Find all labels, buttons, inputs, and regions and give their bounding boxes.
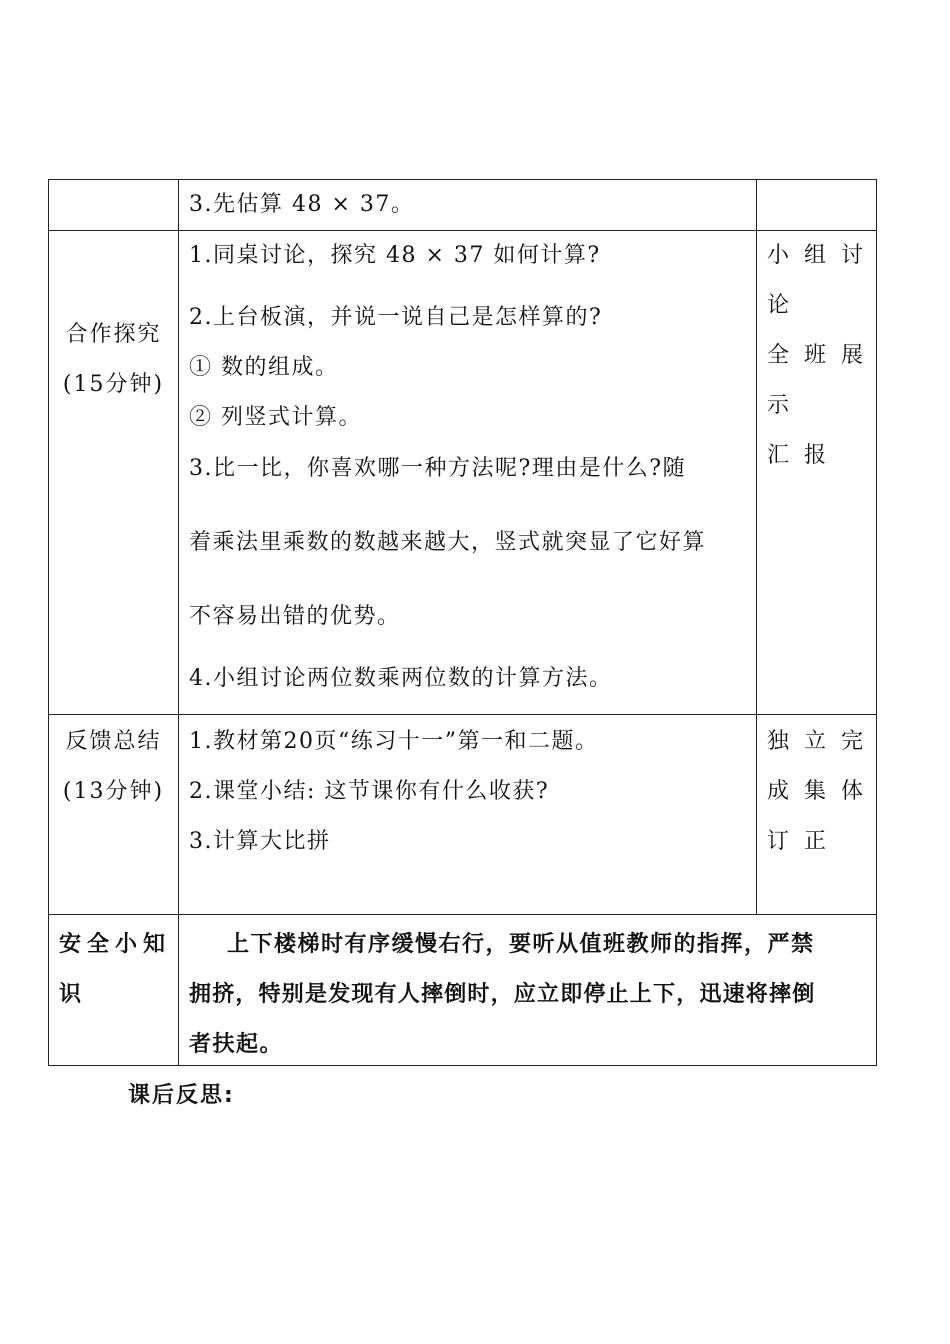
- content-line: ① 数的组成。: [189, 355, 339, 380]
- stage-title: 反馈总结: [65, 729, 162, 754]
- safety-text-line: 拥挤，特别是发现有人摔倒时，应立即停止上下，迅速将摔倒: [189, 981, 816, 1007]
- safety-text-line: 上下楼梯时有序缓慢右行，要听从值班教师的指挥，严禁: [227, 931, 815, 957]
- stage-duration: (13分钟): [62, 779, 165, 804]
- method-line: 示: [767, 393, 805, 418]
- content-line: 1.教材第20页“练习十一”第一和二题。: [189, 729, 599, 754]
- content-line: 1.同桌讨论，探究 48 × 37 如何计算?: [189, 243, 601, 268]
- stage-cell: [49, 231, 179, 715]
- content-cell: [179, 231, 757, 715]
- stage-duration: (15分钟): [62, 372, 165, 397]
- content-line: 不容易出错的优势。: [189, 604, 401, 629]
- table-row-cooperative-inquiry: [49, 231, 877, 715]
- method-line: 全班展: [767, 343, 879, 368]
- safety-text-line: 者扶起。: [189, 1031, 284, 1057]
- stage-cell: [49, 715, 179, 915]
- table-row-feedback-summary: [49, 715, 877, 915]
- safety-label: 安全小知: [59, 931, 172, 957]
- content-line: ② 列竖式计算。: [189, 405, 362, 430]
- safety-text-cell: [179, 915, 877, 1066]
- stage-title: 合作探究: [65, 322, 162, 347]
- content-line: 3.计算大比拼: [189, 829, 331, 854]
- method-cell: [757, 715, 877, 915]
- method-line: 论: [767, 293, 805, 318]
- content-line: 3.比一比，你喜欢哪一种方法呢?理由是什么?随: [189, 456, 687, 481]
- method-cell-empty: [757, 180, 877, 231]
- post-class-reflection-label: 课后反思:: [128, 1083, 235, 1108]
- content-cell: [179, 180, 757, 231]
- table-row-estimate: [49, 180, 877, 231]
- stage-cell-empty: [49, 180, 179, 231]
- method-line: 汇报: [767, 443, 842, 468]
- method-cell: [757, 231, 877, 715]
- method-line: 独立完: [767, 729, 879, 754]
- method-line: 订正: [767, 829, 842, 854]
- content-cell: [179, 715, 757, 915]
- content-line: 3.先估算 48 × 37。: [189, 192, 415, 217]
- content-line: 2.课堂小结: 这节课你有什么收获?: [189, 779, 550, 804]
- table-row-safety-tip: [49, 915, 877, 1066]
- lesson-plan-table: [48, 179, 877, 1066]
- safety-label: 识: [59, 981, 83, 1007]
- method-line: 小组讨: [767, 243, 879, 268]
- content-line: 4.小组讨论两位数乘两位数的计算方法。: [189, 666, 613, 691]
- safety-label-cell: [49, 915, 179, 1066]
- content-line: 着乘法里乘数的数越来越大，竖式就突显了它好算: [189, 530, 707, 555]
- method-line: 成集体: [767, 779, 879, 804]
- content-line: 2.上台板演，并说一说自己是怎样算的?: [189, 305, 603, 330]
